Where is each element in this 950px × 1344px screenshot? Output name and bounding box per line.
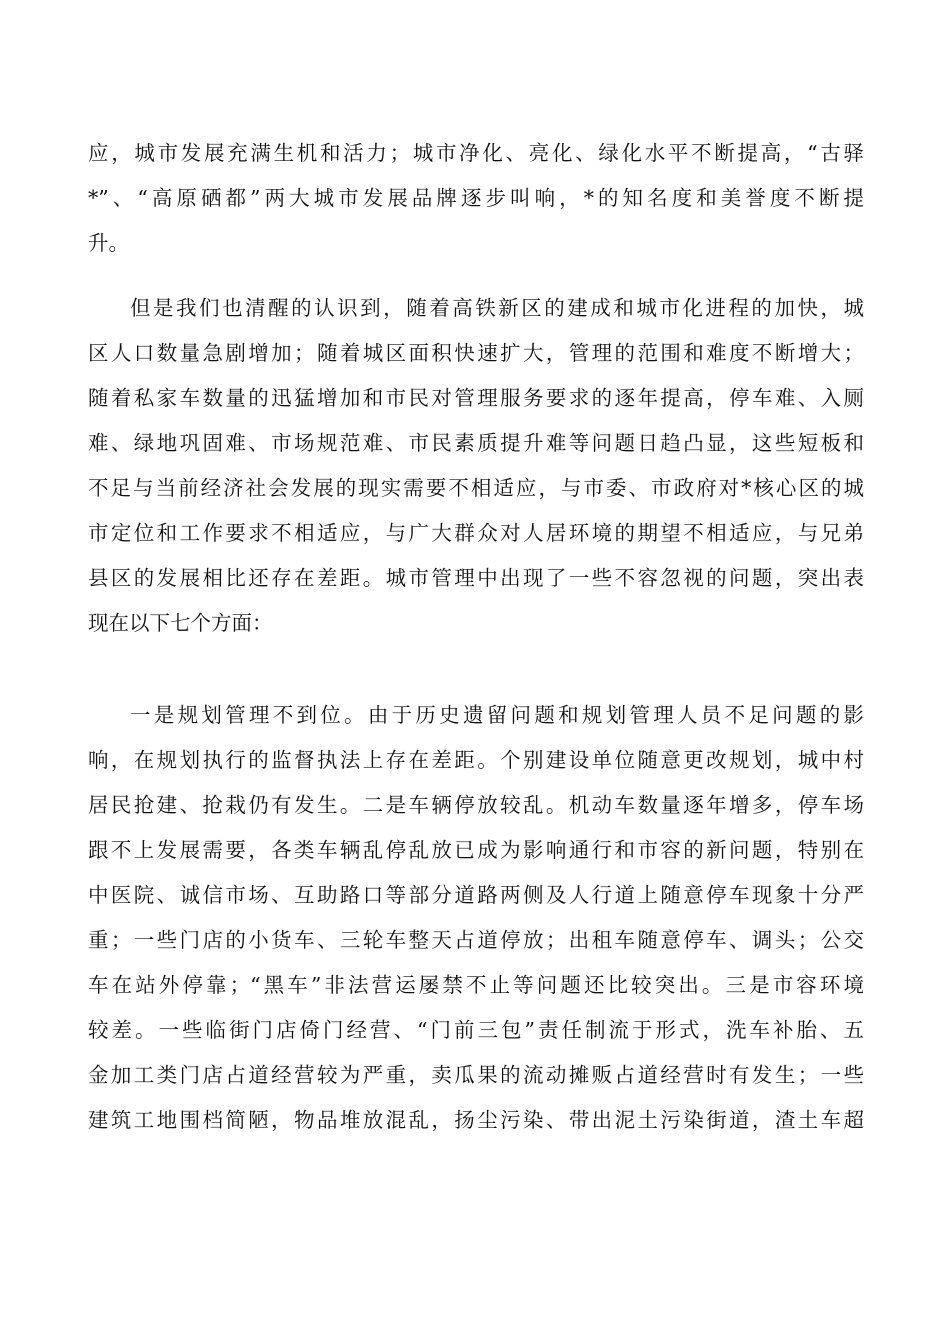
text-line: 现在以下七个方面：: [88, 611, 273, 635]
text-line: 难、绿地巩固难、市场规范难、市民素质提升难等问题日趋凸显，这些短板和: [88, 431, 864, 455]
text-line: 但是我们也清醒的认识到，随着高铁新区的建成和城市化进程的加快，城: [130, 296, 864, 320]
text-line: 响，在规划执行的监督执法上存在差距。个别建设单位随意更改规划，城中村: [88, 748, 864, 772]
text-line: 中医院、诚信市场、互助路口等部分道路两侧及人行道上随意停车现象十分严: [88, 883, 864, 907]
text-line: 不足与当前经济社会发展的现实需要不相适应，与市委、市政府对*核心区的城: [88, 476, 864, 500]
text-line: 较差。一些临街门店倚门经营、“门前三包”责任制流于形式，洗车补胎、五: [88, 1018, 864, 1042]
text-line: 区人口数量急剧增加；随着城区面积快速扩大，管理的范围和难度不断增大；: [88, 341, 864, 365]
text-line: 市定位和工作要求不相适应，与广大群众对人居环境的期望不相适应，与兄弟: [88, 521, 864, 545]
text-line: *”、“高原硒都”两大城市发展品牌逐步叫响，*的知名度和美誉度不断提: [88, 186, 864, 210]
text-line: 随着私家车数量的迅猛增加和市民对管理服务要求的逐年提高，停车难、入厕: [88, 386, 864, 410]
text-line: 县区的发展相比还存在差距。城市管理中出现了一些不容忽视的问题，突出表: [88, 566, 864, 590]
paragraph-1: [88, 131, 864, 266]
text-line: 重；一些门店的小货车、三轮车整天占道停放；出租车随意停车、调头；公交: [88, 928, 864, 952]
text-line: 升。: [88, 231, 129, 255]
text-line: 居民抢建、抢栽仍有发生。二是车辆停放较乱。机动车数量逐年增多，停车场: [88, 793, 864, 817]
paragraph-3: [88, 693, 864, 1143]
paragraph-2: [88, 286, 864, 646]
text-line: 一是规划管理不到位。由于历史遗留问题和规划管理人员不足问题的影: [130, 703, 864, 727]
text-line: 应，城市发展充满生机和活力；城市净化、亮化、绿化水平不断提高，“古驿: [88, 141, 864, 165]
text-line: 金加工类门店占道经营较为严重，卖瓜果的流动摊贩占道经营时有发生；一些: [88, 1063, 864, 1087]
text-line: 车在站外停靠；“黑车”非法营运屡禁不止等问题还比较突出。三是市容环境: [88, 973, 864, 997]
text-line: 建筑工地围档简陋，物品堆放混乱，扬尘污染、带出泥土污染街道，渣土车超: [88, 1108, 864, 1132]
text-line: 跟不上发展需要，各类车辆乱停乱放已成为影响通行和市容的新问题，特别在: [88, 838, 864, 862]
